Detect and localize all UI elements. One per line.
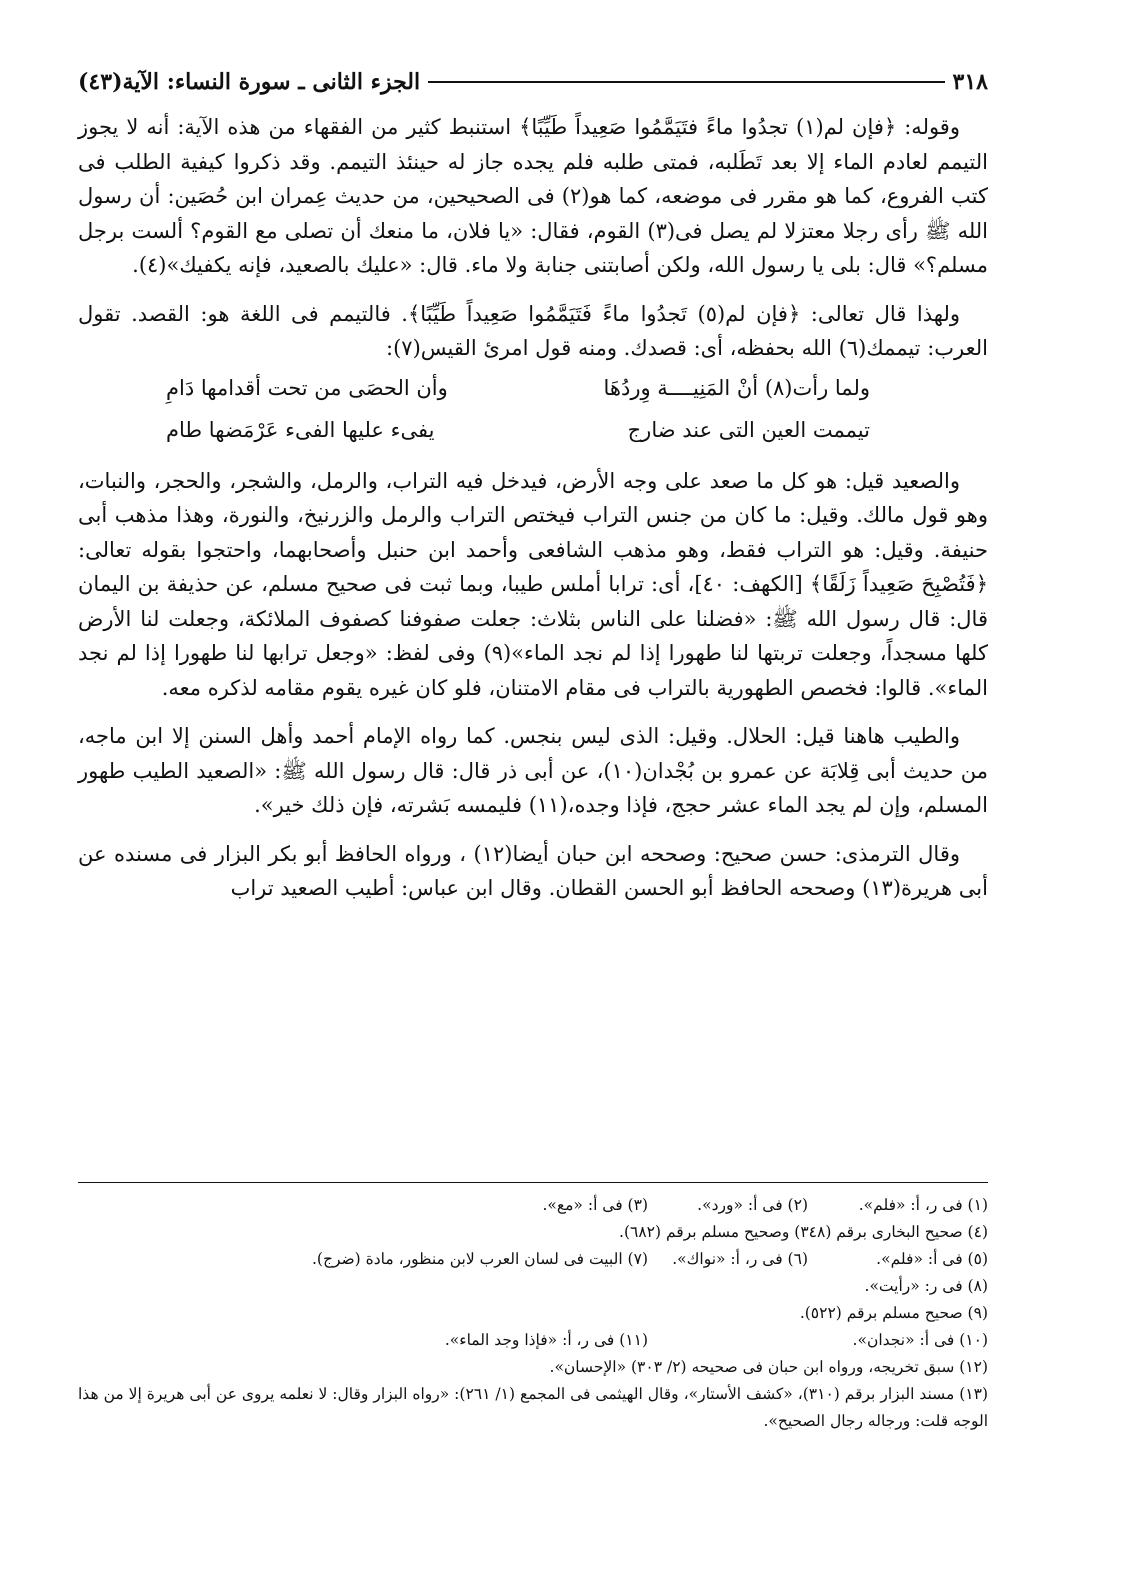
footnote-4: (٤) صحيح البخارى برقم (٣٤٨) وصحيح مسلم برقم (٦٨٢).	[619, 1223, 988, 1241]
footnote-6: (٦) فى ر، أ: «نواك».	[672, 1250, 808, 1268]
footnote-3: (٣) فى أ: «مع».	[542, 1196, 648, 1214]
paragraph-5: وقال الترمذى: حسن صحيح: وصححه ابن حبان أيضا(١٢) ، ورواه الحافظ أبو بكر البزار فى مسنده عن أبى هريرة(١٣) وصححه الحافظ أبو الحسن القطان. وقال ابن عباس: أطيب الصعيد تراب	[78, 841, 988, 900]
footnote-area	[78, 0, 988, 1591]
footnote-row	[78, 1246, 988, 1273]
paragraph-2: ولهذا قال تعالى: ﴿فإن لم(٥) تَجدُوا ماءً فَتَيَمَّمُوا صَعِيداً طَيِّبًا﴾. فالتيمم فى اللغة هو: القصد. تقول العرب: تيممك(٦) الله بحفظه، أى: قصدك. ومنه قول امرئ القيس(٧):	[78, 301, 988, 360]
verse-2-hemistich-1: تيممت العين التى عند ضارج	[627, 417, 870, 442]
footnote-1: (١) فى ر، أ: «فلم».	[858, 1196, 988, 1214]
footnote-row	[78, 1192, 988, 1219]
footnote-separator	[78, 1182, 988, 1183]
footnote-row	[78, 1327, 988, 1354]
footnote-11: (١١) فى ر، أ: «فإذا وجد الماء».	[444, 1331, 648, 1349]
footnote-row	[78, 1273, 988, 1300]
footnote-row	[78, 1354, 988, 1381]
footnotes	[78, 1192, 988, 1435]
running-title: الجزء الثانى ـ سورة النساء: الآية(٤٣)	[78, 69, 421, 95]
page-number: ٣١٨	[952, 69, 988, 95]
verse-1-hemistich-2: وأن الحصَى من تحت أقدامها دَامِ	[166, 375, 448, 400]
footnote-13: (١٣) مسند البزار برقم (٣١٠)، «كشف الأستار»، وقال الهيثمى فى المجمع (١/ ٢٦١): «رواه البزار وقال: لا نعلمه يروى عن أبى هريرة إلا من هذا الوجه قلت: ورجاله رجال الصحيح».	[78, 1385, 988, 1430]
footnote-10: (١٠) فى أ: «نجدان».	[852, 1331, 988, 1349]
footnote-5: (٥) فى أ: «فلم».	[876, 1250, 988, 1268]
paragraph-4: والطيب هاهنا قيل: الحلال. وقيل: الذى ليس بنجس. كما رواه الإمام أحمد وأهل السنن إلا ابن ماجه، من حديث أبى قِلابَة عن عمرو بن بُجْدان(١٠)، عن أبى ذر قال: قال رسول الله ﷺ: «الصعيد الطيب طهور المسلم، وإن لم يجد الماء عشر حجج، فإذا وجده،(١١) فليمسه بَشرته، فإن ذلك خير».	[78, 724, 988, 817]
verse-1-hemistich-1: ولما رأت(٨) أنْ المَنِيــــة وِردُهَا	[603, 375, 870, 400]
footnote-row	[78, 1300, 988, 1327]
verse-2-hemistich-2: يفىء عليها الفىء عَرْمَضها طام	[166, 417, 435, 442]
paragraph-3: والصعيد قيل: هو كل ما صعد على وجه الأرض، فيدخل فيه التراب، والرمل، والشجر، والحجر، والنبات، وهو قول مالك. وقيل: ما كان من جنس التراب فيختص التراب والرمل والزرنيخ، والنورة، وهذا مذهب أبى حنيفة. وقيل: هو التراب فقط، وهو مذهب الشافعى وأحمد ابن حنبل وأصحابهما، واحتجوا بقوله تعالى: ﴿فَتُصْبِحَ صَعِيداً زَلَقًا﴾ [الكهف: ٤٠]، أى: ترابا أملس طيبا، وبما ثبت فى صحيح مسلم، عن حذيفة بن اليمان قال: قال رسول الله ﷺ: «فضلنا على الناس بثلاث: جعلت صفوفنا كصفوف الملائكة، وجعلت لنا الأرض كلها مسجداً، وجعلت تربتها لنا طهورا إذا لم نجد الماء»(٩) وفى لفظ: «وجعل ترابها لنا طهورا إذا لم نجد الماء». قالوا: فخصص الطهورية بالتراب فى مقام الامتنان، فلو كان غيره يقوم مقامه لذكره معه.	[78, 468, 988, 700]
footnote-9: (٩) صحيح مسلم برقم (٥٢٢).	[799, 1304, 988, 1322]
footnote-7: (٧) البيت فى لسان العرب لابن منظور، مادة (ضرج).	[311, 1250, 648, 1268]
footnote-2: (٢) فى أ: «ورد».	[697, 1196, 808, 1214]
footnote-12: (١٢) سبق تخريجه، ورواه ابن حبان فى صحيحه (٢/ ٣٠٣) «الإحسان».	[549, 1358, 988, 1376]
footnote-row	[78, 1219, 988, 1246]
paragraph-1: وقوله: ﴿فإن لم(١) تجدُوا ماءً فتَيَمَّمُوا صَعِيداً طَيِّبًا﴾ استنبط كثير من الفقهاء من هذه الآية: أنه لا يجوز التيمم لعادم الماء إلا بعد تَطَلبه، فمتى طلبه فلم يجده جاز له حينئذ التيمم. وقد ذكروا كيفية الطلب فى كتب الفروع، كما هو مقرر فى موضعه، كما هو(٢) فى الصحيحين، من حديث عِمران ابن حُصَين: أن رسول الله ﷺ رأى رجلا معتزلا لم يصل فى(٣) القوم، فقال: «يا فلان، ما منعك أن تصلى مع القوم؟ ألست برجل مسلم؟» قال: بلى يا رسول الله، ولكن أصابتنى جنابة ولا ماء. قال: «عليك بالصعيد، فإنه يكفيك»(٤).	[78, 115, 989, 277]
footnote-8: (٨) فى ر: «رأيت».	[864, 1277, 988, 1295]
